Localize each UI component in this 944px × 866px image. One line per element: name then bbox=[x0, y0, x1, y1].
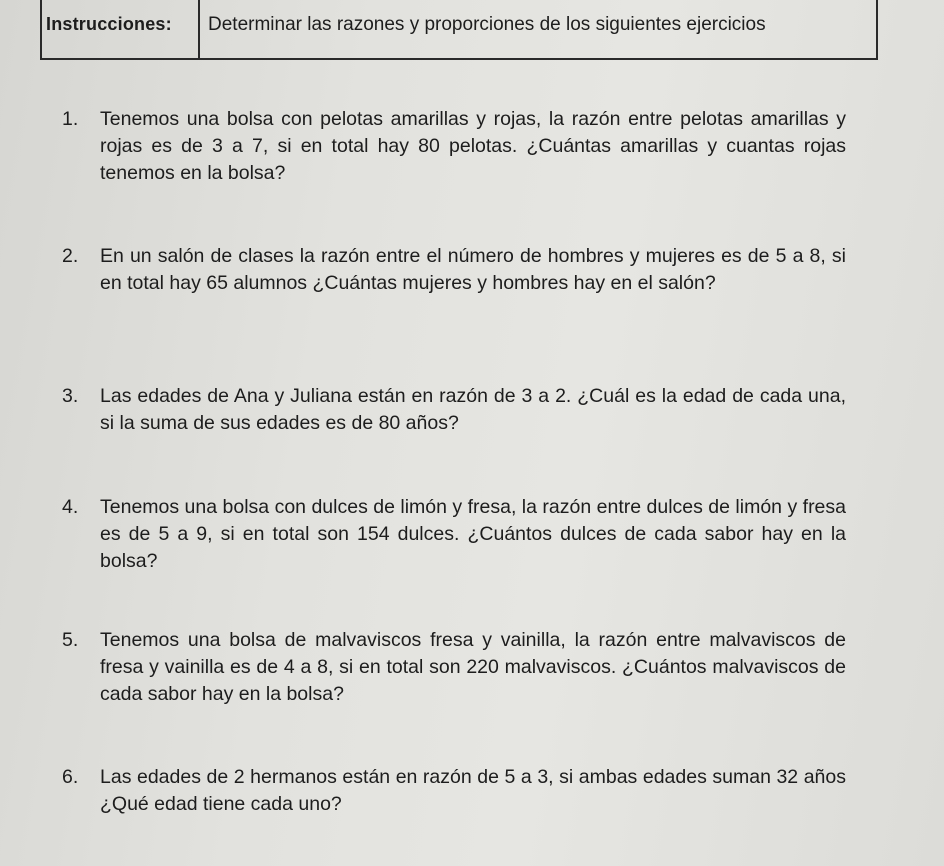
instructions-label: Instrucciones: bbox=[42, 0, 200, 58]
exercise-6 bbox=[62, 764, 846, 818]
instructions-table bbox=[40, 0, 878, 60]
exercise-number: 3. bbox=[62, 385, 79, 407]
exercise-3 bbox=[62, 383, 846, 437]
exercise-number: 2. bbox=[62, 245, 79, 267]
exercise-text: Tenemos una bolsa con dulces de limón y fresa, la razón entre dulces de limón y fresa es de 5 a 9, si en total son 154 dulces. ¿Cuántos dulces de cada sabor hay en la bolsa? bbox=[100, 496, 846, 572]
instructions-text: Determinar las razones y proporciones de los siguientes ejercicios bbox=[208, 14, 766, 35]
exercise-5 bbox=[62, 627, 846, 708]
exercise-1 bbox=[62, 106, 846, 187]
exercise-text: Las edades de Ana y Juliana están en razón de 3 a 2. ¿Cuál es la edad de cada una, si la suma de sus edades es de 80 años? bbox=[100, 385, 846, 434]
exercise-number: 5. bbox=[62, 629, 79, 651]
exercise-text: Tenemos una bolsa con pelotas amarillas y rojas, la razón entre pelotas amarillas y rojas es de 3 a 7, si en total hay 80 pelotas. ¿Cuántas amarillas y cuantas rojas tenemos en la bolsa? bbox=[100, 108, 846, 184]
exercise-2 bbox=[62, 243, 846, 297]
exercise-number: 6. bbox=[62, 766, 79, 788]
exercise-number: 4. bbox=[62, 496, 79, 518]
exercise-text: En un salón de clases la razón entre el número de hombres y mujeres es de 5 a 8, si en total hay 65 alumnos ¿Cuántas mujeres y hombres hay en el salón? bbox=[100, 245, 846, 294]
exercise-text: Las edades de 2 hermanos están en razón de 5 a 3, si ambas edades suman 32 años ¿Qué edad tiene cada uno? bbox=[100, 766, 846, 815]
exercise-number: 1. bbox=[62, 108, 79, 130]
exercise-text: Tenemos una bolsa de malvaviscos fresa y vainilla, la razón entre malvaviscos de fresa y vainilla es de 4 a 8, si en total son 220 malvaviscos. ¿Cuántos malvaviscos de cada sabor hay en la bolsa? bbox=[100, 629, 846, 705]
exercise-4 bbox=[62, 494, 846, 575]
